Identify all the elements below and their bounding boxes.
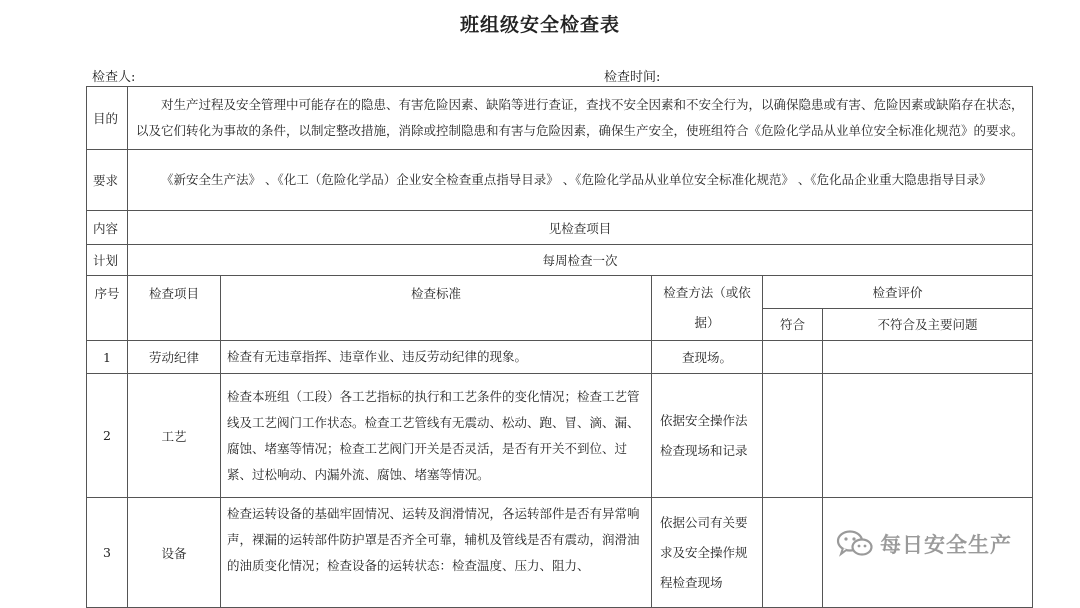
table-row bbox=[87, 341, 1033, 374]
inspector-label: 检查人: bbox=[92, 70, 136, 85]
row-method: 查现场。 bbox=[652, 341, 763, 374]
row-no: 1 bbox=[87, 341, 128, 374]
row-item: 劳动纪律 bbox=[128, 341, 221, 374]
header-method: 检查方法（或依据） bbox=[652, 276, 763, 341]
header-conform: 符合 bbox=[763, 308, 823, 341]
row-method: 依据公司有关要求及安全操作规程检查现场 bbox=[652, 498, 763, 608]
wechat-icon bbox=[836, 529, 874, 559]
header-standard: 检查标准 bbox=[221, 276, 652, 341]
header-evaluation: 检查评价 bbox=[763, 276, 1033, 309]
plan-label: 计划 bbox=[87, 245, 128, 276]
header-nonconform: 不符合及主要问题 bbox=[823, 308, 1033, 341]
content-label: 内容 bbox=[87, 211, 128, 245]
row-method: 依据安全操作法检查现场和记录 bbox=[652, 374, 763, 498]
requirement-text: 《新安全生产法》 、《化工（危险化学品）企业安全检查重点指导目录》 、《危险化学品从业单位安全标准化规范》 、《危化品企业重大隐患指导目录》 bbox=[128, 150, 1033, 211]
row-no: 2 bbox=[87, 374, 128, 498]
row-standard: 检查本班组（工段）各工艺指标的执行和工艺条件的变化情况；检查工艺管线及工艺阀门工作状态。检查工艺管线有无震动、松动、跑、冒、滴、漏、腐蚀、堵塞等情况；检查工艺阀门开关是否灵活，是否有开关不到位、过紧、过松响动、内漏外流、腐蚀、堵塞等情况。 bbox=[221, 374, 652, 498]
row-standard: 检查有无违章指挥、违章作业、违反劳动纪律的现象。 bbox=[221, 341, 652, 374]
plan-row bbox=[87, 245, 1033, 276]
row-conform-cell bbox=[763, 374, 823, 498]
purpose-label: 目的 bbox=[87, 87, 128, 150]
watermark-text: 每日安全生产 bbox=[880, 533, 1012, 557]
row-conform-cell bbox=[763, 498, 823, 608]
inspection-time-label: 检查时间: bbox=[604, 70, 661, 85]
row-item: 设备 bbox=[128, 498, 221, 608]
row-standard: 检查运转设备的基础牢固情况、运转及润滑情况，各运转部件是否有异常响声，裸漏的运转部件防护罩是否齐全可靠，辅机及管线是否有震动，润滑油的油质变化情况；检查设备的运转状态：检查温度、压力、阻力、 bbox=[221, 498, 652, 608]
row-conform-cell bbox=[763, 341, 823, 374]
purpose-text: 对生产过程及安全管理中可能存在的隐患、有害危险因素、缺陷等进行查证，查找不安全因素和不安全行为，以确保隐患或有害、危险因素或缺陷存在状态，以及它们转化为事故的条件，以制定整改措施，消除或控制隐患和有害与危险因素，确保生产安全，使班组符合《危险化学品从业单位安全标准化规范》的要求。 bbox=[128, 87, 1033, 150]
header-item: 检查项目 bbox=[128, 276, 221, 341]
watermark bbox=[836, 529, 1012, 559]
table-row bbox=[87, 374, 1033, 498]
row-nonconform-cell bbox=[823, 341, 1033, 374]
row-no: 3 bbox=[87, 498, 128, 608]
document-title: 班组级安全检查表 bbox=[459, 14, 620, 36]
content-text: 见检查项目 bbox=[128, 211, 1033, 245]
requirement-row bbox=[87, 150, 1033, 211]
header-row bbox=[87, 276, 1033, 309]
header-no: 序号 bbox=[87, 276, 128, 341]
content-row bbox=[87, 211, 1033, 245]
plan-text: 每周检查一次 bbox=[128, 245, 1033, 276]
row-nonconform-cell bbox=[823, 374, 1033, 498]
purpose-row bbox=[87, 87, 1033, 150]
row-item: 工艺 bbox=[128, 374, 221, 498]
requirement-label: 要求 bbox=[87, 150, 128, 211]
